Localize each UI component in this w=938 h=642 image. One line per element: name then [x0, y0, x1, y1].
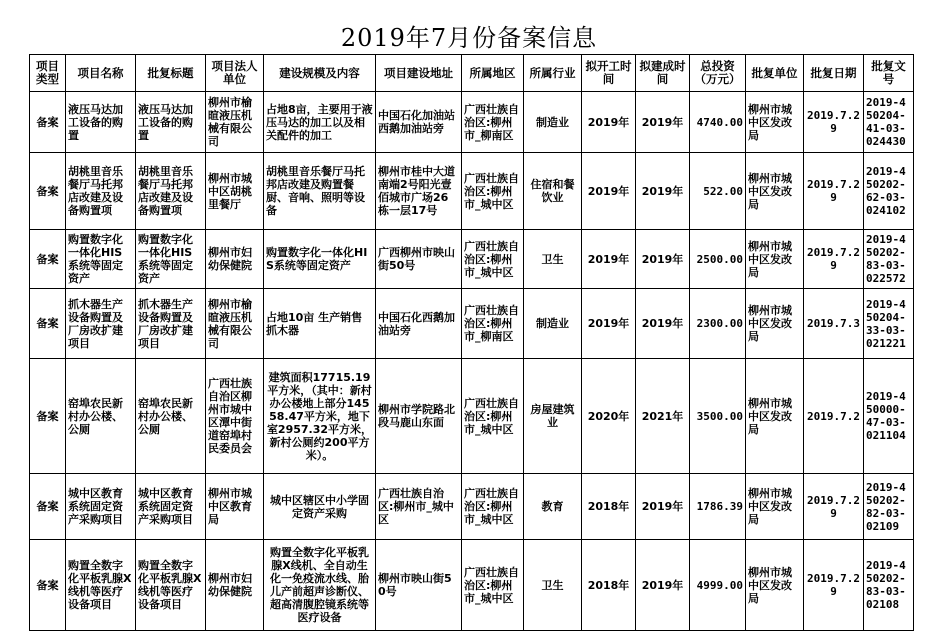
table-row — [30, 153, 914, 230]
build-address: 柳州市映山街50号 — [376, 540, 462, 631]
build-address: 广西柳州市映山街50号 — [376, 230, 462, 289]
approval-doc-no: 2019-450202-83-03-02108 — [864, 540, 914, 631]
end-time: 2019年 — [636, 92, 690, 153]
scale-content: 胡桃里音乐餐厅马托邦店改建及购置餐厨、音响、照明等设备 — [264, 153, 376, 230]
approver: 柳州市城中区发改局 — [746, 230, 804, 289]
project-name: 抓木器生产设备购置及厂房改扩建项目 — [66, 289, 136, 359]
build-address: 广西壮族自治区:柳州市_城中区 — [376, 474, 462, 540]
project-type: 备案 — [30, 359, 66, 474]
project-type: 备案 — [30, 153, 66, 230]
start-time: 2018年 — [582, 540, 636, 631]
approval-title: 城中区教育系统固定资产采购项目 — [136, 474, 206, 540]
end-time: 2019年 — [636, 289, 690, 359]
approver: 柳州市城中区发改局 — [746, 359, 804, 474]
build-address: 柳州市学院路北段马鹿山东面 — [376, 359, 462, 474]
region: 广西壮族自治区:柳州市_城中区 — [462, 359, 524, 474]
header-cell: 项目建设地址 — [376, 55, 462, 92]
header-cell: 项目名称 — [66, 55, 136, 92]
legal-entity: 柳州市榆暄液压机械有限公司 — [206, 92, 264, 153]
scale-content: 建筑面积17715.19平方米，（其中：新村办公楼地上部分14558.47平方米，地下室2957.32平方米，新村公厕约200平方米）。 — [264, 359, 376, 474]
header-cell: 总投资（万元） — [690, 55, 746, 92]
total-investment: 3500.00 — [690, 359, 746, 474]
end-time: 2019年 — [636, 153, 690, 230]
start-time: 2019年 — [582, 289, 636, 359]
end-time: 2021年 — [636, 359, 690, 474]
approval-date: 2019.7.29 — [804, 230, 864, 289]
total-investment: 1786.39 — [690, 474, 746, 540]
table-row — [30, 92, 914, 153]
project-name: 液压马达加工设备的购置 — [66, 92, 136, 153]
table-row — [30, 359, 914, 474]
approval-date: 2019.7.29 — [804, 474, 864, 540]
legal-entity: 柳州市妇幼保健院 — [206, 540, 264, 631]
approver: 柳州市城中区发改局 — [746, 289, 804, 359]
header-cell: 建设规模及内容 — [264, 55, 376, 92]
start-time: 2018年 — [582, 474, 636, 540]
project-name: 购置全数字化平板乳腺X线机等医疗设备项目 — [66, 540, 136, 631]
project-name: 购置数字化一体化HIS系统等固定资产 — [66, 230, 136, 289]
table-row — [30, 230, 914, 289]
approval-doc-no: 2019-450202-62-03-024102 — [864, 153, 914, 230]
scale-content: 城中区辖区中小学固定资产采购 — [264, 474, 376, 540]
industry: 卫生 — [524, 540, 582, 631]
region: 广西壮族自治区:柳州市_城中区 — [462, 474, 524, 540]
header-cell: 批复文号 — [864, 55, 914, 92]
end-time: 2019年 — [636, 230, 690, 289]
legal-entity: 柳州市城中区教育局 — [206, 474, 264, 540]
start-time: 2020年 — [582, 359, 636, 474]
region: 广西壮族自治区:柳州市_城中区 — [462, 153, 524, 230]
approver: 柳州市城中区发改局 — [746, 474, 804, 540]
approval-date: 2019.7.3 — [804, 289, 864, 359]
project-type: 备案 — [30, 474, 66, 540]
start-time: 2019年 — [582, 92, 636, 153]
total-investment: 522.00 — [690, 153, 746, 230]
end-time: 2019年 — [636, 540, 690, 631]
scale-content: 占地10亩 生产销售抓木器 — [264, 289, 376, 359]
approver: 柳州市城中区发改局 — [746, 153, 804, 230]
approval-title: 液压马达加工设备的购置 — [136, 92, 206, 153]
total-investment: 4740.00 — [690, 92, 746, 153]
legal-entity: 广西壮族自治区柳州市城中区潭中街道窑埠村民委员会 — [206, 359, 264, 474]
region: 广西壮族自治区:柳州市_城中区 — [462, 540, 524, 631]
region: 广西壮族自治区:柳州市_柳南区 — [462, 289, 524, 359]
approval-title: 购置数字化一体化HIS系统等固定资产 — [136, 230, 206, 289]
table-row — [30, 474, 914, 540]
scale-content: 购置数字化一体化HIS系统等固定资产 — [264, 230, 376, 289]
total-investment: 4999.00 — [690, 540, 746, 631]
approval-doc-no: 2019-450000-47-03-021104 — [864, 359, 914, 474]
industry: 制造业 — [524, 92, 582, 153]
header-cell: 所属地区 — [462, 55, 524, 92]
industry: 教育 — [524, 474, 582, 540]
build-address: 中国石化加油站西鹅加油站旁 — [376, 92, 462, 153]
region: 广西壮族自治区:柳州市_城中区 — [462, 230, 524, 289]
industry: 制造业 — [524, 289, 582, 359]
end-time: 2019年 — [636, 474, 690, 540]
industry: 卫生 — [524, 230, 582, 289]
header-cell: 拟建成时间 — [636, 55, 690, 92]
scale-content: 占地8亩，主要用于液压马达的加工以及相关配件的加工 — [264, 92, 376, 153]
legal-entity: 柳州市城中区胡桃里餐厅 — [206, 153, 264, 230]
approval-title: 胡桃里音乐餐厅马托邦店改建及设备购置项 — [136, 153, 206, 230]
legal-entity: 柳州市妇幼保健院 — [206, 230, 264, 289]
approval-title: 购置全数字化平板乳腺X线机等医疗设备项目 — [136, 540, 206, 631]
records-table — [29, 54, 914, 631]
project-name: 胡桃里音乐餐厅马托邦店改建及设备购置项 — [66, 153, 136, 230]
start-time: 2019年 — [582, 230, 636, 289]
header-cell: 批复单位 — [746, 55, 804, 92]
header-cell: 项目类型 — [30, 55, 66, 92]
industry: 房屋建筑业 — [524, 359, 582, 474]
legal-entity: 柳州市榆暄液压机械有限公司 — [206, 289, 264, 359]
approval-title: 窑埠农民新村办公楼、公厕 — [136, 359, 206, 474]
header-cell: 批复标题 — [136, 55, 206, 92]
project-type: 备案 — [30, 230, 66, 289]
build-address: 柳州市桂中大道南端2号阳光壹佰城市广场26栋一层17号 — [376, 153, 462, 230]
approval-doc-no: 2019-450202-83-03-022572 — [864, 230, 914, 289]
page-title: 2019年7月份备案信息 — [340, 24, 598, 52]
region: 广西壮族自治区:柳州市_柳南区 — [462, 92, 524, 153]
total-investment: 2500.00 — [690, 230, 746, 289]
approval-doc-no: 2019-450204-41-03-024430 — [864, 92, 914, 153]
approval-doc-no: 2019-450202-82-03-02109 — [864, 474, 914, 540]
total-investment: 2300.00 — [690, 289, 746, 359]
project-name: 城中区教育系统固定资产采购项目 — [66, 474, 136, 540]
scale-content: 购置全数字化平板乳腺X线机、全自动生化一免疫流水线、胎儿产前超声诊断仪、超高清腹腔镜系统等医疗设备 — [264, 540, 376, 631]
industry: 住宿和餐饮业 — [524, 153, 582, 230]
approval-title: 抓木器生产设备购置及厂房改扩建项目 — [136, 289, 206, 359]
approval-date: 2019.7.29 — [804, 92, 864, 153]
approver: 柳州市城中区发改局 — [746, 540, 804, 631]
table-row — [30, 289, 914, 359]
project-type: 备案 — [30, 540, 66, 631]
project-type: 备案 — [30, 92, 66, 153]
approval-doc-no: 2019-450204-33-03-021221 — [864, 289, 914, 359]
start-time: 2019年 — [582, 153, 636, 230]
header-cell: 批复日期 — [804, 55, 864, 92]
approver: 柳州市城中区发改局 — [746, 92, 804, 153]
approval-date: 2019.7.29 — [804, 540, 864, 631]
approval-date: 2019.7.29 — [804, 153, 864, 230]
project-name: 窑埠农民新村办公楼、公厕 — [66, 359, 136, 474]
header-cell: 拟开工时间 — [582, 55, 636, 92]
project-type: 备案 — [30, 289, 66, 359]
header-row — [30, 55, 914, 92]
header-cell: 所属行业 — [524, 55, 582, 92]
table-row — [30, 540, 914, 631]
approval-date: 2019.7.2 — [804, 359, 864, 474]
build-address: 中国石化西鹅加油站旁 — [376, 289, 462, 359]
header-cell: 项目法人单位 — [206, 55, 264, 92]
